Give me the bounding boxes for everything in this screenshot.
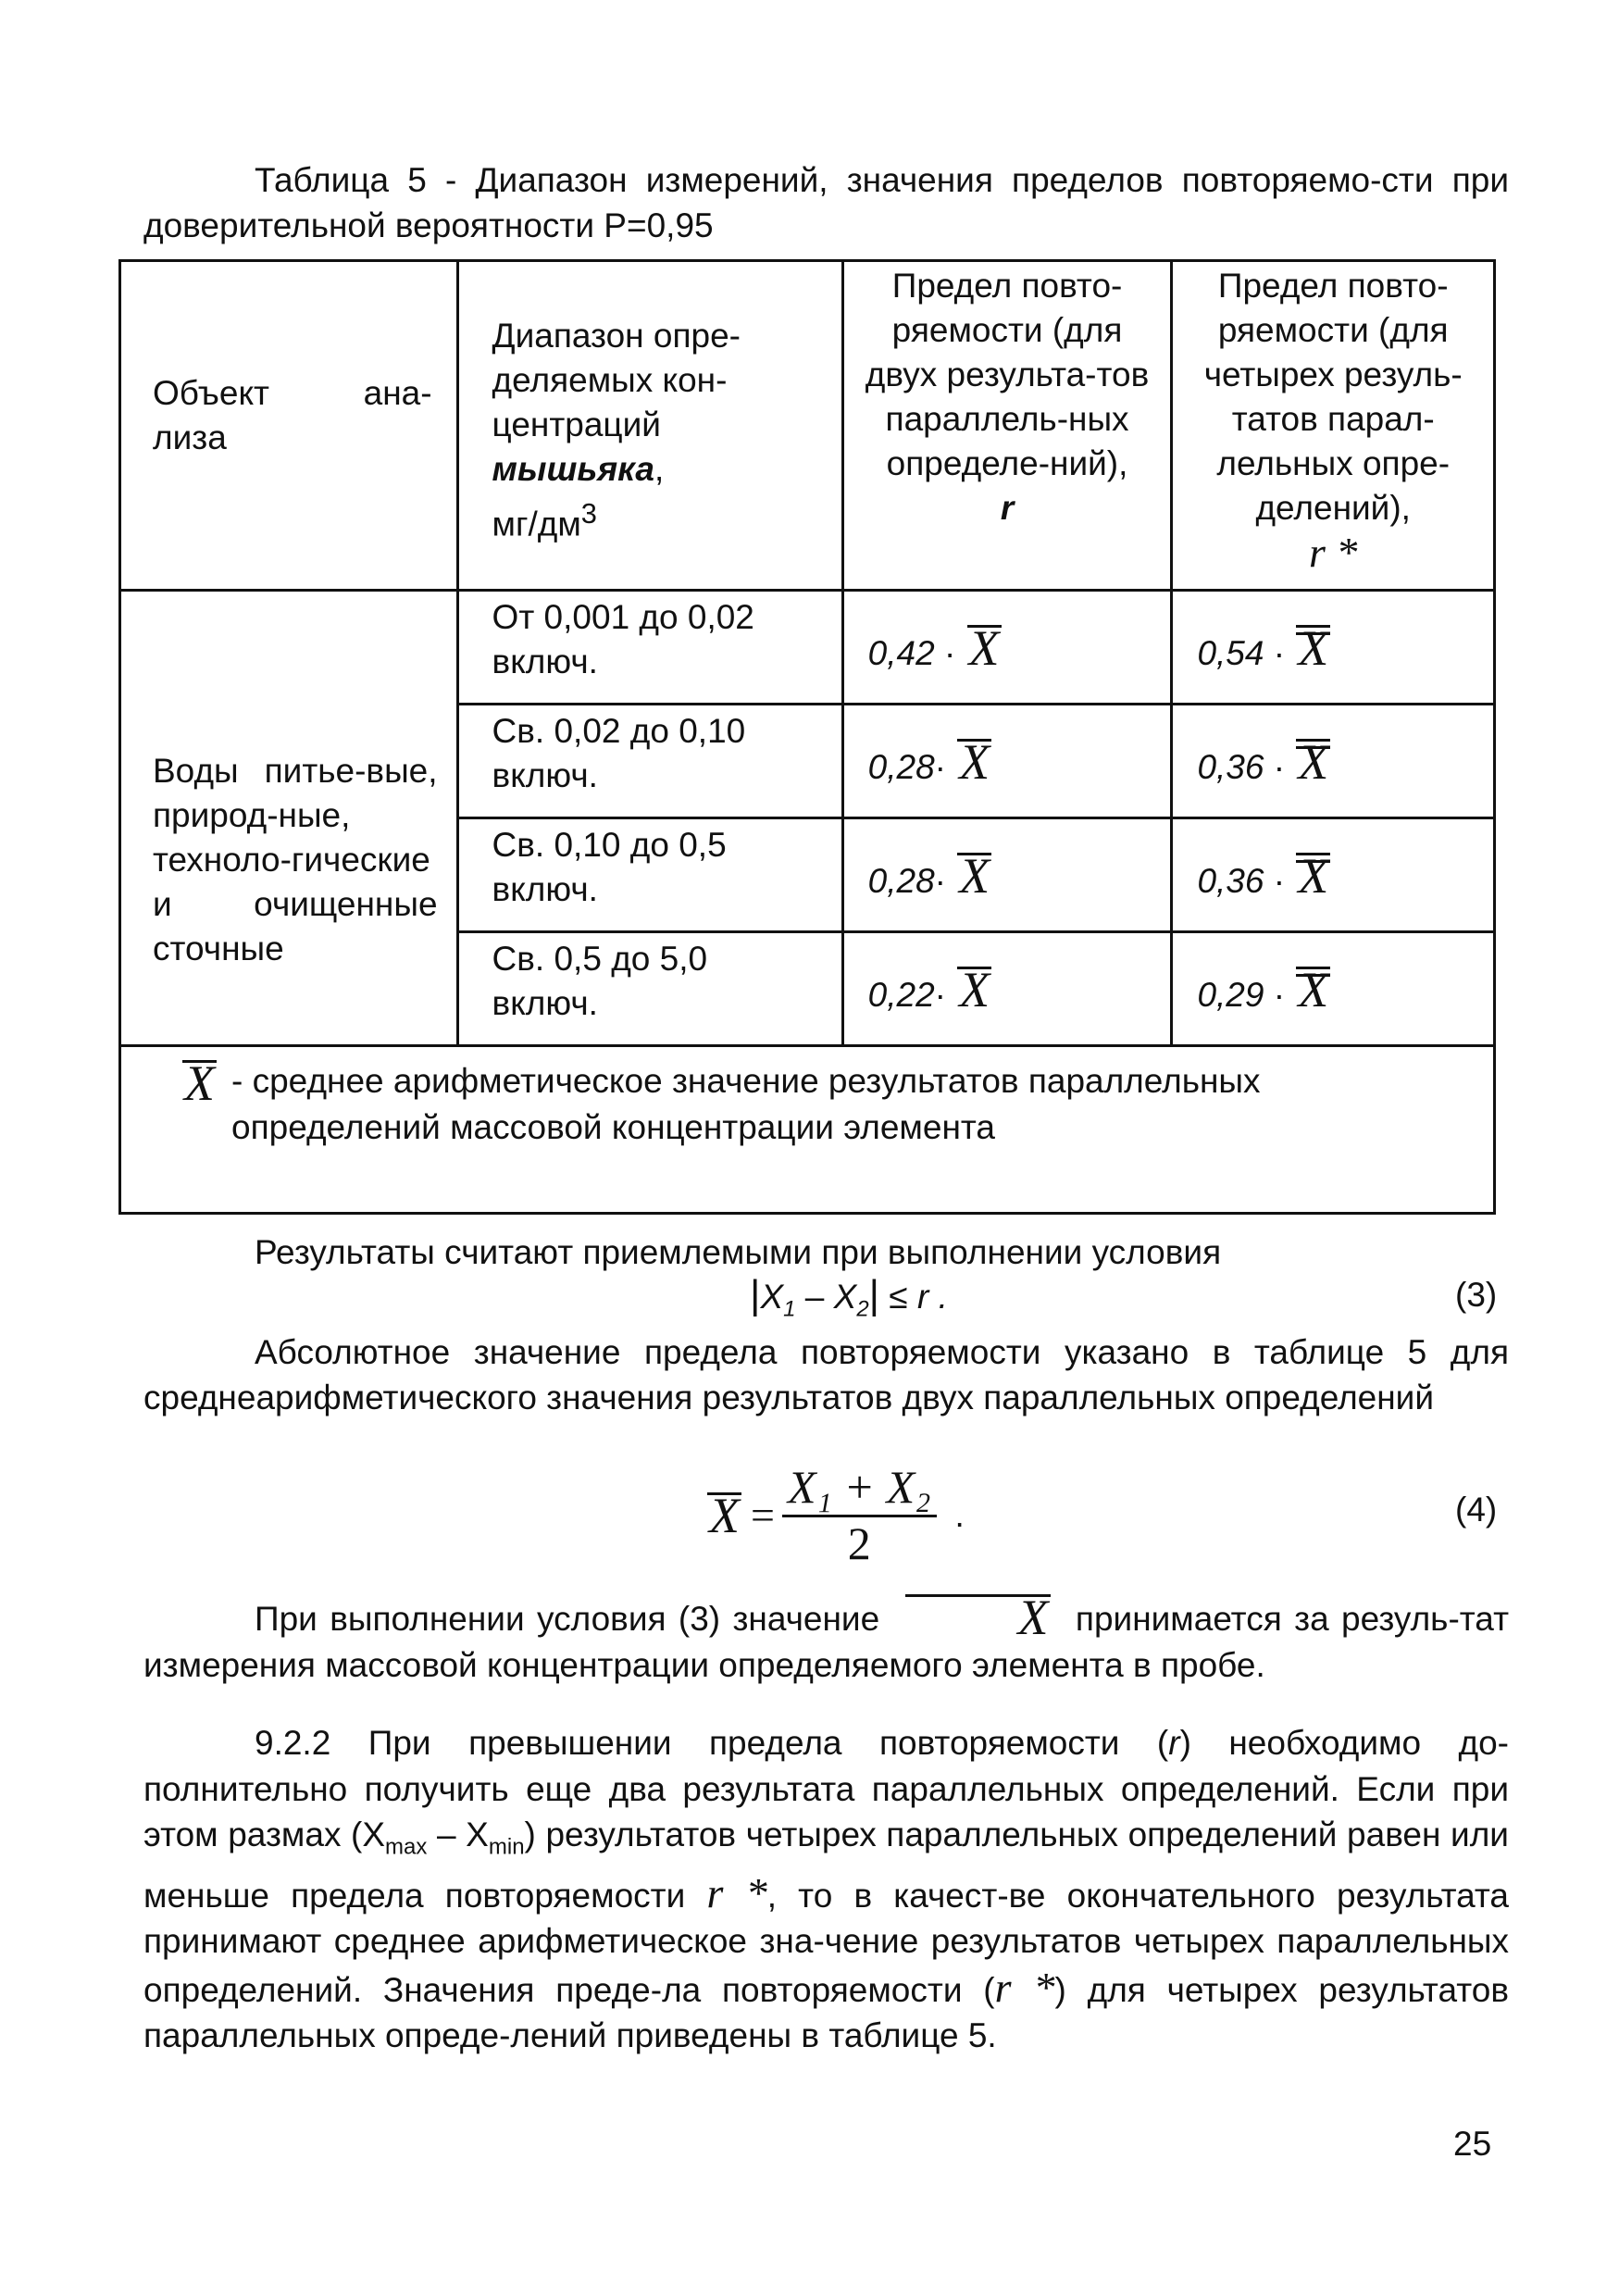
x-bar-symbol: X: [959, 733, 990, 790]
header-repeatability-four: Предел повто-ряемости (для четырех резуль-татов парал-лельных опре-делений), r *: [1172, 261, 1495, 591]
header-repeatability-two: Предел повто-ряемости (для двух результа-тов параллель-ных определе-ний), r: [842, 261, 1172, 591]
equation-3: $|X_1 - X_2| \le r$ .: [750, 1272, 948, 1322]
table-5: [118, 259, 1496, 1215]
r-value-cell: 0,28· X: [842, 818, 1172, 932]
range-cell: Св. 0,02 до 0,10 включ.: [457, 705, 842, 818]
x-bar-symbol: X: [709, 1487, 740, 1543]
x-bar-symbol: X: [959, 961, 990, 1017]
r-value-cell: 0,22· X: [842, 932, 1172, 1046]
rstar-value-cell: 0,29 · X: [1172, 932, 1495, 1046]
equation-4: X = $\frac{\text{X₁ + X₂}}{2}$ .: [705, 1461, 965, 1569]
x-double-bar-symbol: X: [1298, 847, 1329, 904]
x-bar-symbol: X: [184, 1055, 215, 1111]
table-row: [120, 591, 1495, 705]
table-footnote-row: [120, 1046, 1495, 1214]
range-cell: От 0,001 до 0,02 включ.: [457, 591, 842, 705]
fraction: $\frac{\text{X₁ + X₂}}{2}$: [782, 1461, 937, 1569]
header-range: Диапазон опре-деляемых кон-центраций мышьяка, $мг/дм^3$: [457, 261, 842, 591]
header-object: Объект ана- лиза: [120, 261, 458, 591]
table-header-row: [120, 261, 1495, 591]
equation-4-number: (4): [1455, 1491, 1498, 1529]
symbol-r: r: [1000, 489, 1015, 527]
equation-3-number: (3): [1455, 1276, 1498, 1314]
range-cell: Св. 0,5 до 5,0 включ.: [457, 932, 842, 1046]
r-value-cell: 0,42 · X: [842, 591, 1172, 705]
table-footnote: X - среднее арифметическое значение результатов параллельных определений массовой концентрации элемента: [120, 1046, 1495, 1214]
rstar-value-cell: 0,36 · X: [1172, 705, 1495, 818]
x-bar-symbol: X: [903, 1592, 1052, 1642]
x-double-bar-symbol: X: [1298, 733, 1329, 790]
r-value-cell: 0,28· X: [842, 705, 1172, 818]
x-bar-symbol: X: [968, 619, 1000, 676]
rstar-value-cell: 0,36 · X: [1172, 818, 1495, 932]
x-bar-symbol: X: [959, 847, 990, 904]
table-caption: Таблица 5 - Диапазон измерений, значения пределов повторяемо-сти при доверительной вероятности Р=0,95: [143, 161, 1509, 244]
paragraph-9-2-2: 9.2.2 При превышении предела повторяемости (r) необходимо до-полнительно получить еще два результата параллельных определений. Если при этом размах $(X_{max} - X_{min})$ результатов четырех параллельных определений равен или меньше предела повторяемости r *, то в качест-ве окончательного результата принимают среднее арифметическое зна-чение результатов четырех параллельных определений. Значения преде-ла повторяемости (r *) для четырех результатов параллельных опреде-лений приведены в таблице 5.: [143, 1724, 1510, 2055]
page-number: 25: [1453, 2125, 1492, 2163]
paragraph-condition: Результаты считают приемлемыми при выполнении условия: [255, 1233, 1222, 1271]
x-double-bar-symbol: X: [1298, 619, 1329, 676]
object-cell: Воды питье-вые, природ-ные, техноло-гические и очищенные сточные: [120, 591, 458, 1046]
range-cell: Св. 0,10 до 0,5 включ.: [457, 818, 842, 932]
paragraph-result: При выполнении условия (3) значение X принимается за резуль-тат измерения массовой концентрации определяемого элемента в пробе.: [143, 1590, 1510, 1684]
x-double-bar-symbol: X: [1298, 961, 1329, 1017]
paragraph-absolute-value: Абсолютное значение предела повторяемости указано в таблице 5 для среднеарифметического значения результатов двух параллельных определений: [143, 1333, 1509, 1416]
rstar-value-cell: 0,54 · X: [1172, 591, 1495, 705]
symbol-r-star: r *: [1309, 529, 1358, 576]
